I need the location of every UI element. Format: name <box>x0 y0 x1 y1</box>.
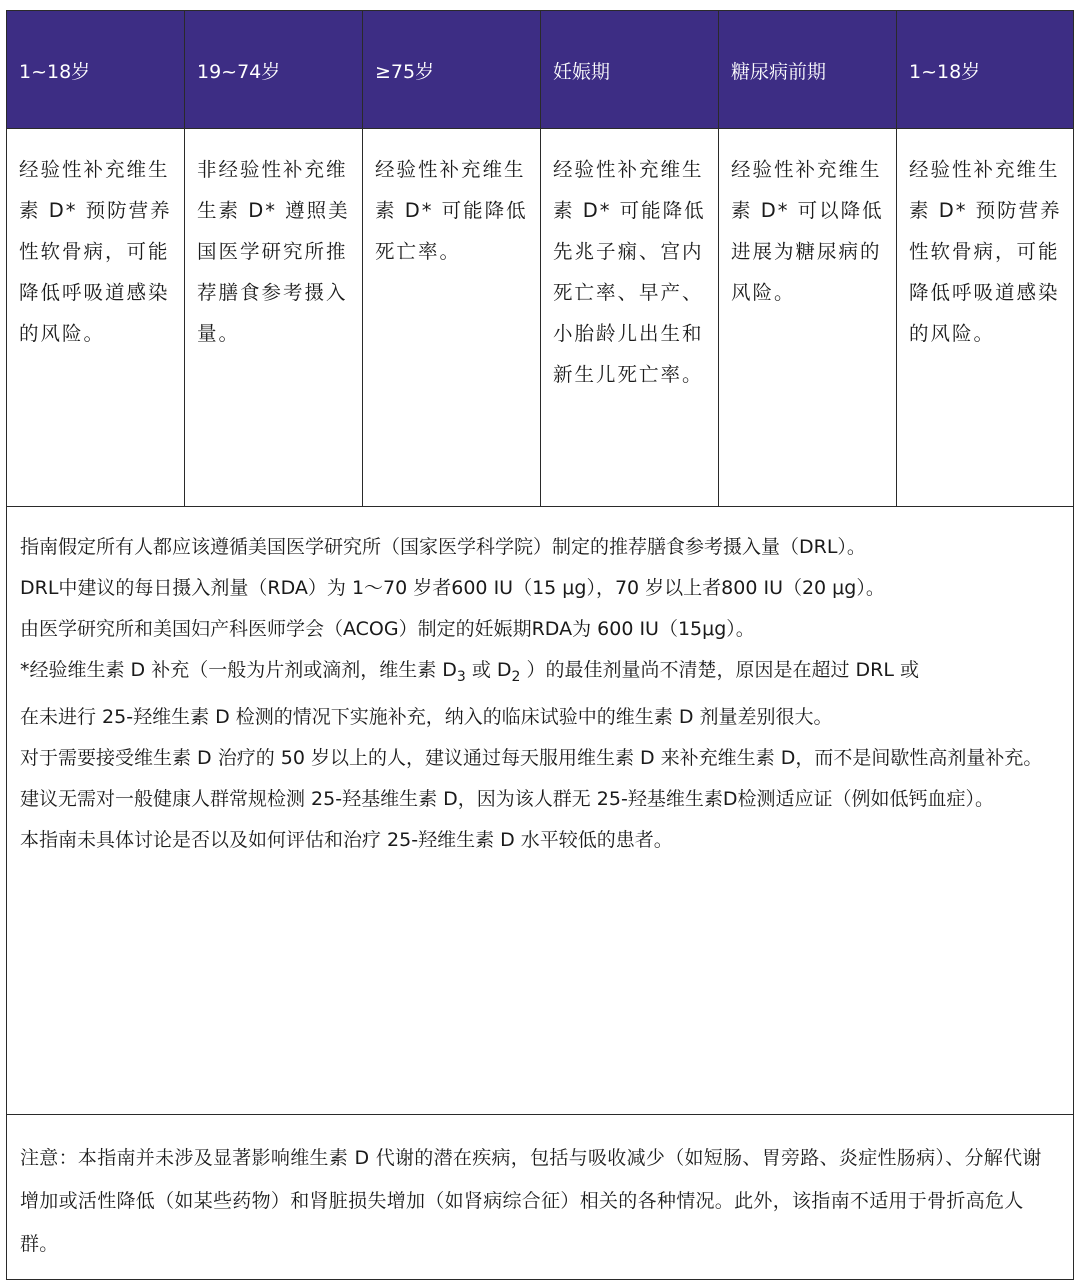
header-label: 糖尿病前期 <box>731 61 827 83</box>
table-body-row <box>7 129 1073 507</box>
header-label: 19~74岁 <box>197 61 281 83</box>
body-cell <box>719 129 897 506</box>
subscript: 2 <box>511 669 521 685</box>
note-line: 本指南未具体讨论是否以及如何评估和治疗 25-羟维生素 D 水平较低的患者。 <box>20 829 673 851</box>
cell-text: 经验性补充维生素 D* 预防营养性软骨病，可能降低呼吸道感染的风险。 <box>19 158 172 345</box>
cell-text: 经验性补充维生素 D* 预防营养性软骨病，可能降低呼吸道感染的风险。 <box>909 158 1062 345</box>
note-fragment: 或 D <box>465 659 512 681</box>
cell-text: 经验性补充维生素 D* 可能降低先兆子痫、宫内死亡率、早产、小胎龄儿出生和新生儿死亡率。 <box>553 158 706 386</box>
header-label: 1~18岁 <box>19 61 91 83</box>
header-label: 1~18岁 <box>909 61 981 83</box>
note-line <box>20 650 1060 691</box>
notes-text <box>20 527 1060 861</box>
notes-section <box>7 507 1073 1115</box>
note-fragment: ）的最佳剂量尚不清楚，原因是在超过 DRL 或 <box>520 659 919 681</box>
note-line: DRL中建议的每日摄入剂量（RDA）为 1～70 岁者600 IU（15 μg），70 岁以上者800 IU（20 μg）。 <box>20 577 885 599</box>
body-cell <box>897 129 1073 506</box>
subscript: 3 <box>456 669 466 685</box>
body-cell <box>185 129 363 506</box>
header-label: 妊娠期 <box>553 61 611 83</box>
header-cell <box>719 11 897 128</box>
header-cell <box>185 11 363 128</box>
note-line: 由医学研究所和美国妇产科医师学会（ACOG）制定的妊娠期RDA为 600 IU（15μg）。 <box>20 618 755 640</box>
cell-text: 经验性补充维生素 D* 可以降低进展为糖尿病的风险。 <box>731 158 884 304</box>
caution-text: 注意：本指南并未涉及显著影响维生素 D 代谢的潜在疾病，包括与吸收减少（如短肠、胃旁路、炎症性肠病）、分解代谢增加或活性降低（如某些药物）和肾脏损失增加（如肾病综合征）相关的各种情况。此外，该指南不适用于骨折高危人群。 <box>20 1147 1042 1255</box>
note-line: 对于需要接受维生素 D 治疗的 50 岁以上的人，建议通过每天服用维生素 D 来补充维生素 D，而不是间歇性高剂量补充。 <box>20 747 1043 769</box>
header-cell <box>7 11 185 128</box>
header-cell <box>897 11 1073 128</box>
body-cell <box>7 129 185 506</box>
header-cell <box>363 11 541 128</box>
cell-text: 非经验性补充维生素 D* 遵照美国医学研究所推荐膳食参考摄入量。 <box>197 158 350 345</box>
body-cell <box>363 129 541 506</box>
note-line: 建议无需对一般健康人群常规检测 25-羟基维生素 D，因为该人群无 25-羟基维生素D检测适应证（例如低钙血症）。 <box>20 788 994 810</box>
note-line: 在未进行 25-羟维生素 D 检测的情况下实施补充，纳入的临床试验中的维生素 D 剂量差别很大。 <box>20 706 833 728</box>
table-header-row <box>7 11 1073 129</box>
note-line: 指南假定所有人都应该遵循美国医学研究所（国家医学科学院）制定的推荐膳食参考摄入量（DRL）。 <box>20 536 866 558</box>
caution-section <box>7 1115 1073 1279</box>
header-cell <box>541 11 719 128</box>
header-label: ≥75岁 <box>375 61 435 83</box>
guideline-table <box>6 10 1074 1280</box>
body-cell <box>541 129 719 506</box>
note-fragment: *经验维生素 D 补充（一般为片剂或滴剂，维生素 D <box>20 659 457 681</box>
cell-text: 经验性补充维生素 D* 可能降低死亡率。 <box>375 158 528 263</box>
